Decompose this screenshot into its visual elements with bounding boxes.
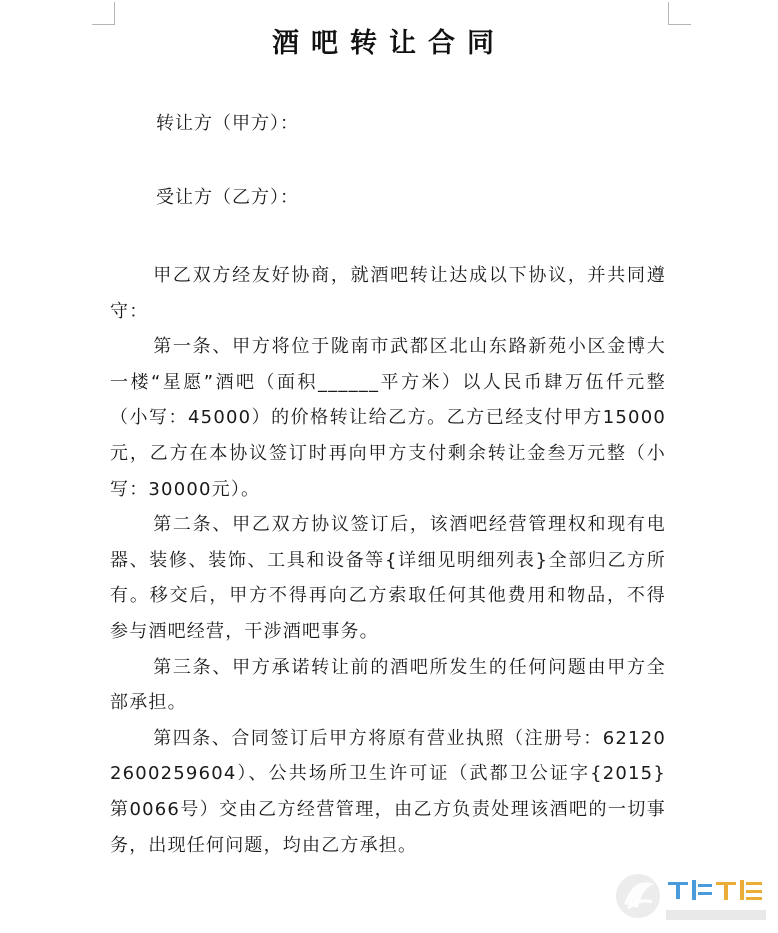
party-a-line: 转让方（甲方）： <box>156 113 299 134</box>
document-title: 酒吧转让合同 <box>272 28 506 59</box>
intro-paragraph: 甲乙双方经友好协商，就酒吧转让达成以下协议，并共同遵守： <box>110 265 666 322</box>
crop-mark-top-right <box>668 2 691 25</box>
site-watermark-logo <box>612 868 772 928</box>
article-3-paragraph: 第三条、甲方承诺转让前的酒吧所发生的任何问题由甲方全部承担。 <box>110 656 666 714</box>
party-b-line: 受让方（乙方）： <box>156 187 299 208</box>
article-4-paragraph: 第四条、合同签订后甲方将原有营业执照（注册号：621202600259604）、公共场所卫生许可证（武都卫公证字{2015}第0066号）交由乙方经营管理，由乙方负责处理该酒吧的一切事务，出现任何问题，均由乙方承担。 <box>110 727 666 856</box>
crop-mark-top-left <box>92 2 115 25</box>
watermark-wordmark <box>664 876 768 920</box>
article-2-paragraph: 第二条、甲乙双方协议签订后，该酒吧经营管理权和现有电器、装修、装饰、工具和设备等{详细见明细列表}全部归乙方所有。移交后，甲方不得再向乙方索取任何其他费用和物品，不得参与酒吧经营，干涉酒吧事务。 <box>110 514 666 642</box>
watermark-emblem-icon <box>616 874 660 918</box>
contract-body <box>110 258 666 863</box>
article-1-paragraph: 第一条、甲方将位于陇南市武都区北山东路新苑小区金博大一楼“星愿”酒吧（面积______平方米）以人民币肆万伍仟元整（小写：45000）的价格转让给乙方。乙方已经支付甲方15000元，乙方在本协议签订时再向甲方支付剩余转让金叁万元整（小写：30000元）。 <box>110 336 666 500</box>
